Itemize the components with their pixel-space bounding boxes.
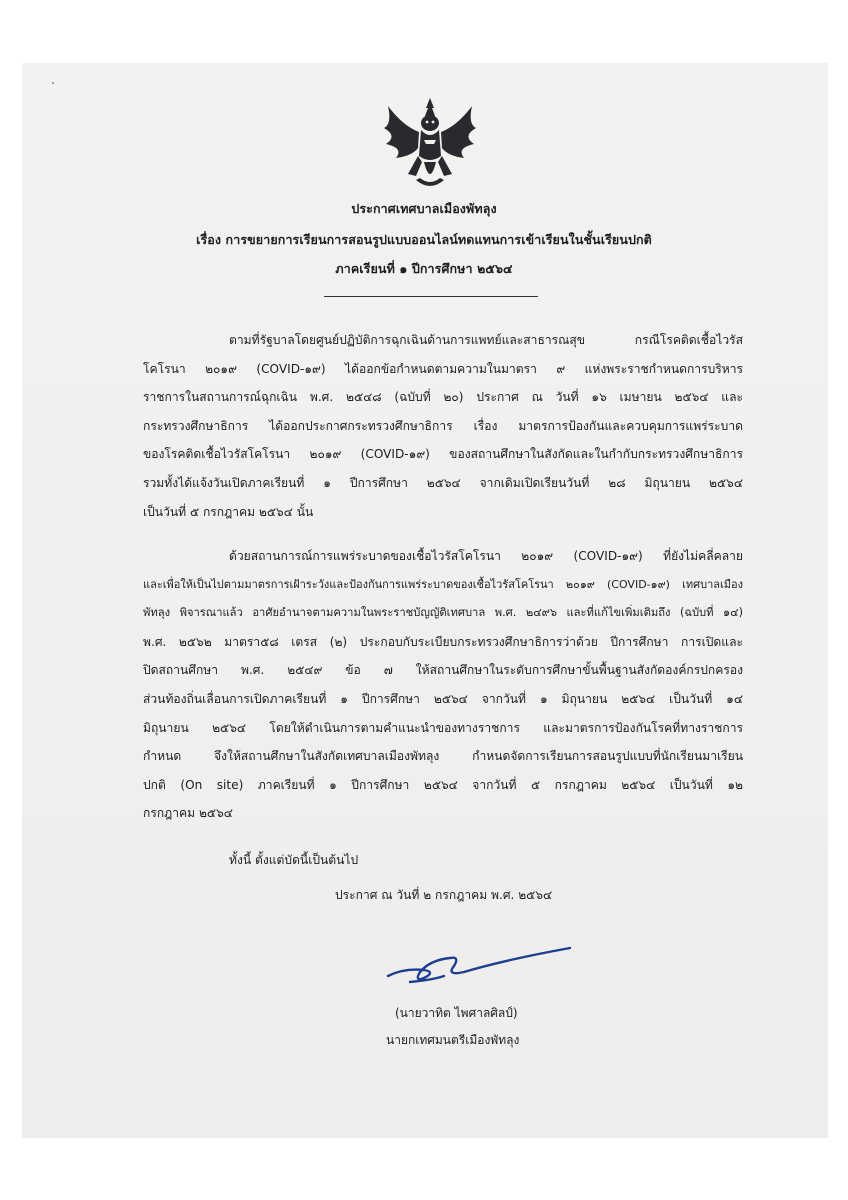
semester-line: ภาคเรียนที่ ๑ ปีการศึกษา ๒๕๖๔ xyxy=(335,261,513,276)
signature-image xyxy=(384,940,574,990)
text-line: โคโรนา ๒๐๑๙ (COVID-๑๙) ได้ออกข้อกำหนดตามความในมาตรา ๙ แห่งพระราชกำหนดการบริหาร xyxy=(143,361,743,376)
announcement-date: ประกาศ ณ วันที่ ๒ กรกฎาคม พ.ศ. ๒๕๖๔ xyxy=(335,888,553,902)
garuda-emblem-icon xyxy=(378,96,482,196)
text-line: มิถุนายน ๒๕๖๔ โดยให้ดำเนินการตามคำแนะนำของทางราชการ และมาตรการป้องกันโรคที่ทางราชการ xyxy=(143,720,743,735)
title-divider xyxy=(324,296,538,297)
text-line: พัทลุง พิจารณาแล้ว อาศัยอำนาจตามความในพระราชบัญญัติเทศบาล พ.ศ. ๒๔๙๖ และที่แก้ไขเพิ่มเติมถึง (ฉบับที่ ๑๔) xyxy=(143,606,743,620)
text-line: พ.ศ. ๒๕๖๒ มาตรา๕๘ เตรส (๒) ประกอบกับระเบียบกระทรวงศึกษาธิการว่าด้วย ปีการศึกษา การเปิดและ xyxy=(143,634,743,649)
paper-speck xyxy=(52,82,54,84)
text-line: ตามที่รัฐบาลโดยศูนย์ปฏิบัติการฉุกเฉินด้านการแพทย์และสาธารณสุข กรณีโรคติดเชื้อไวรัส xyxy=(229,333,743,347)
announcement-title: ประกาศเทศบาลเมืองพัทลุง xyxy=(351,201,497,216)
text-line: กำหนด จึงให้สถานศึกษาในสังกัดเทศบาลเมืองพัทลุง กำหนดจัดการเรียนการสอนรูปแบบที่นักเรียนมาเรียน xyxy=(143,749,743,764)
subject-line: เรื่อง การขยายการเรียนการสอนรูปแบบออนไลน์ทดแทนการเข้าเรียนในชั้นเรียนปกติ xyxy=(196,232,652,247)
text-line: กระทรวงศึกษาธิการ ได้ออกประกาศกระทรวงศึกษาธิการ เรื่อง มาตรการป้องกันและควบคุมการแพร่ระบาด xyxy=(143,418,743,433)
paragraph-decision xyxy=(143,542,743,828)
effective-clause: ทั้งนี้ ตั้งแต่บัดนี้เป็นต้นไป xyxy=(229,853,359,867)
text-line: ราชการในสถานการณ์ฉุกเฉิน พ.ศ. ๒๕๔๘ (ฉบับที่ ๒๐) ประกาศ ณ วันที่ ๑๖ เมษายน ๒๕๖๔ และ xyxy=(143,390,743,405)
text-line: รวมทั้งได้แจ้งวันเปิดภาคเรียนที่ ๑ ปีการศึกษา ๒๕๖๔ จากเดิมเปิดเรียนวันที่ ๒๘ มิถุนายน ๒๕๖๔ xyxy=(143,475,743,490)
signer-name: (นายวาทิต ไพศาลศิลป์) xyxy=(395,1006,518,1020)
text-line: ปิดสถานศึกษา พ.ศ. ๒๕๔๙ ข้อ ๗ ให้สถานศึกษาในระดับการศึกษาขั้นพื้นฐานสังกัดองค์กรปกครอง xyxy=(143,663,743,678)
text-line: และเพื่อให้เป็นไปตามมาตรการเฝ้าระวังและป้องกันการแพร่ระบาดของเชื้อไวรัสโคโรนา ๒๐๑๙ (COVID-๑๙) เทศบาลเมือง xyxy=(143,577,743,591)
text-line: ด้วยสถานการณ์การแพร่ระบาดของเชื้อไวรัสโคโรนา ๒๐๑๙ (COVID-๑๙) ที่ยังไม่คลี่คลาย xyxy=(229,549,743,563)
paragraph-background xyxy=(143,326,743,526)
text-line: ของโรคติดเชื้อไวรัสโคโรนา ๒๐๑๙ (COVID-๑๙) ของสถานศึกษาในสังกัดและในกำกับกระทรวงศึกษาธิการ xyxy=(143,447,743,462)
signer-title: นายกเทศมนตรีเมืองพัทลุง xyxy=(386,1033,520,1047)
text-line: กรกฎาคม ๒๕๖๔ xyxy=(143,806,233,821)
text-line: ส่วนท้องถิ่นเลื่อนการเปิดภาคเรียนที่ ๑ ปีการศึกษา ๒๕๖๔ จากวันที่ ๑ มิถุนายน ๒๕๖๔ เป็นวันที่ ๑๔ xyxy=(143,691,743,706)
text-line: เป็นวันที่ ๕ กรกฎาคม ๒๕๖๔ นั้น xyxy=(143,504,314,519)
text-line: ปกติ (On site) ภาคเรียนที่ ๑ ปีการศึกษา ๒๕๖๔ จากวันที่ ๕ กรกฎาคม ๒๕๖๔ เป็นวันที่ ๑๒ xyxy=(143,777,743,792)
